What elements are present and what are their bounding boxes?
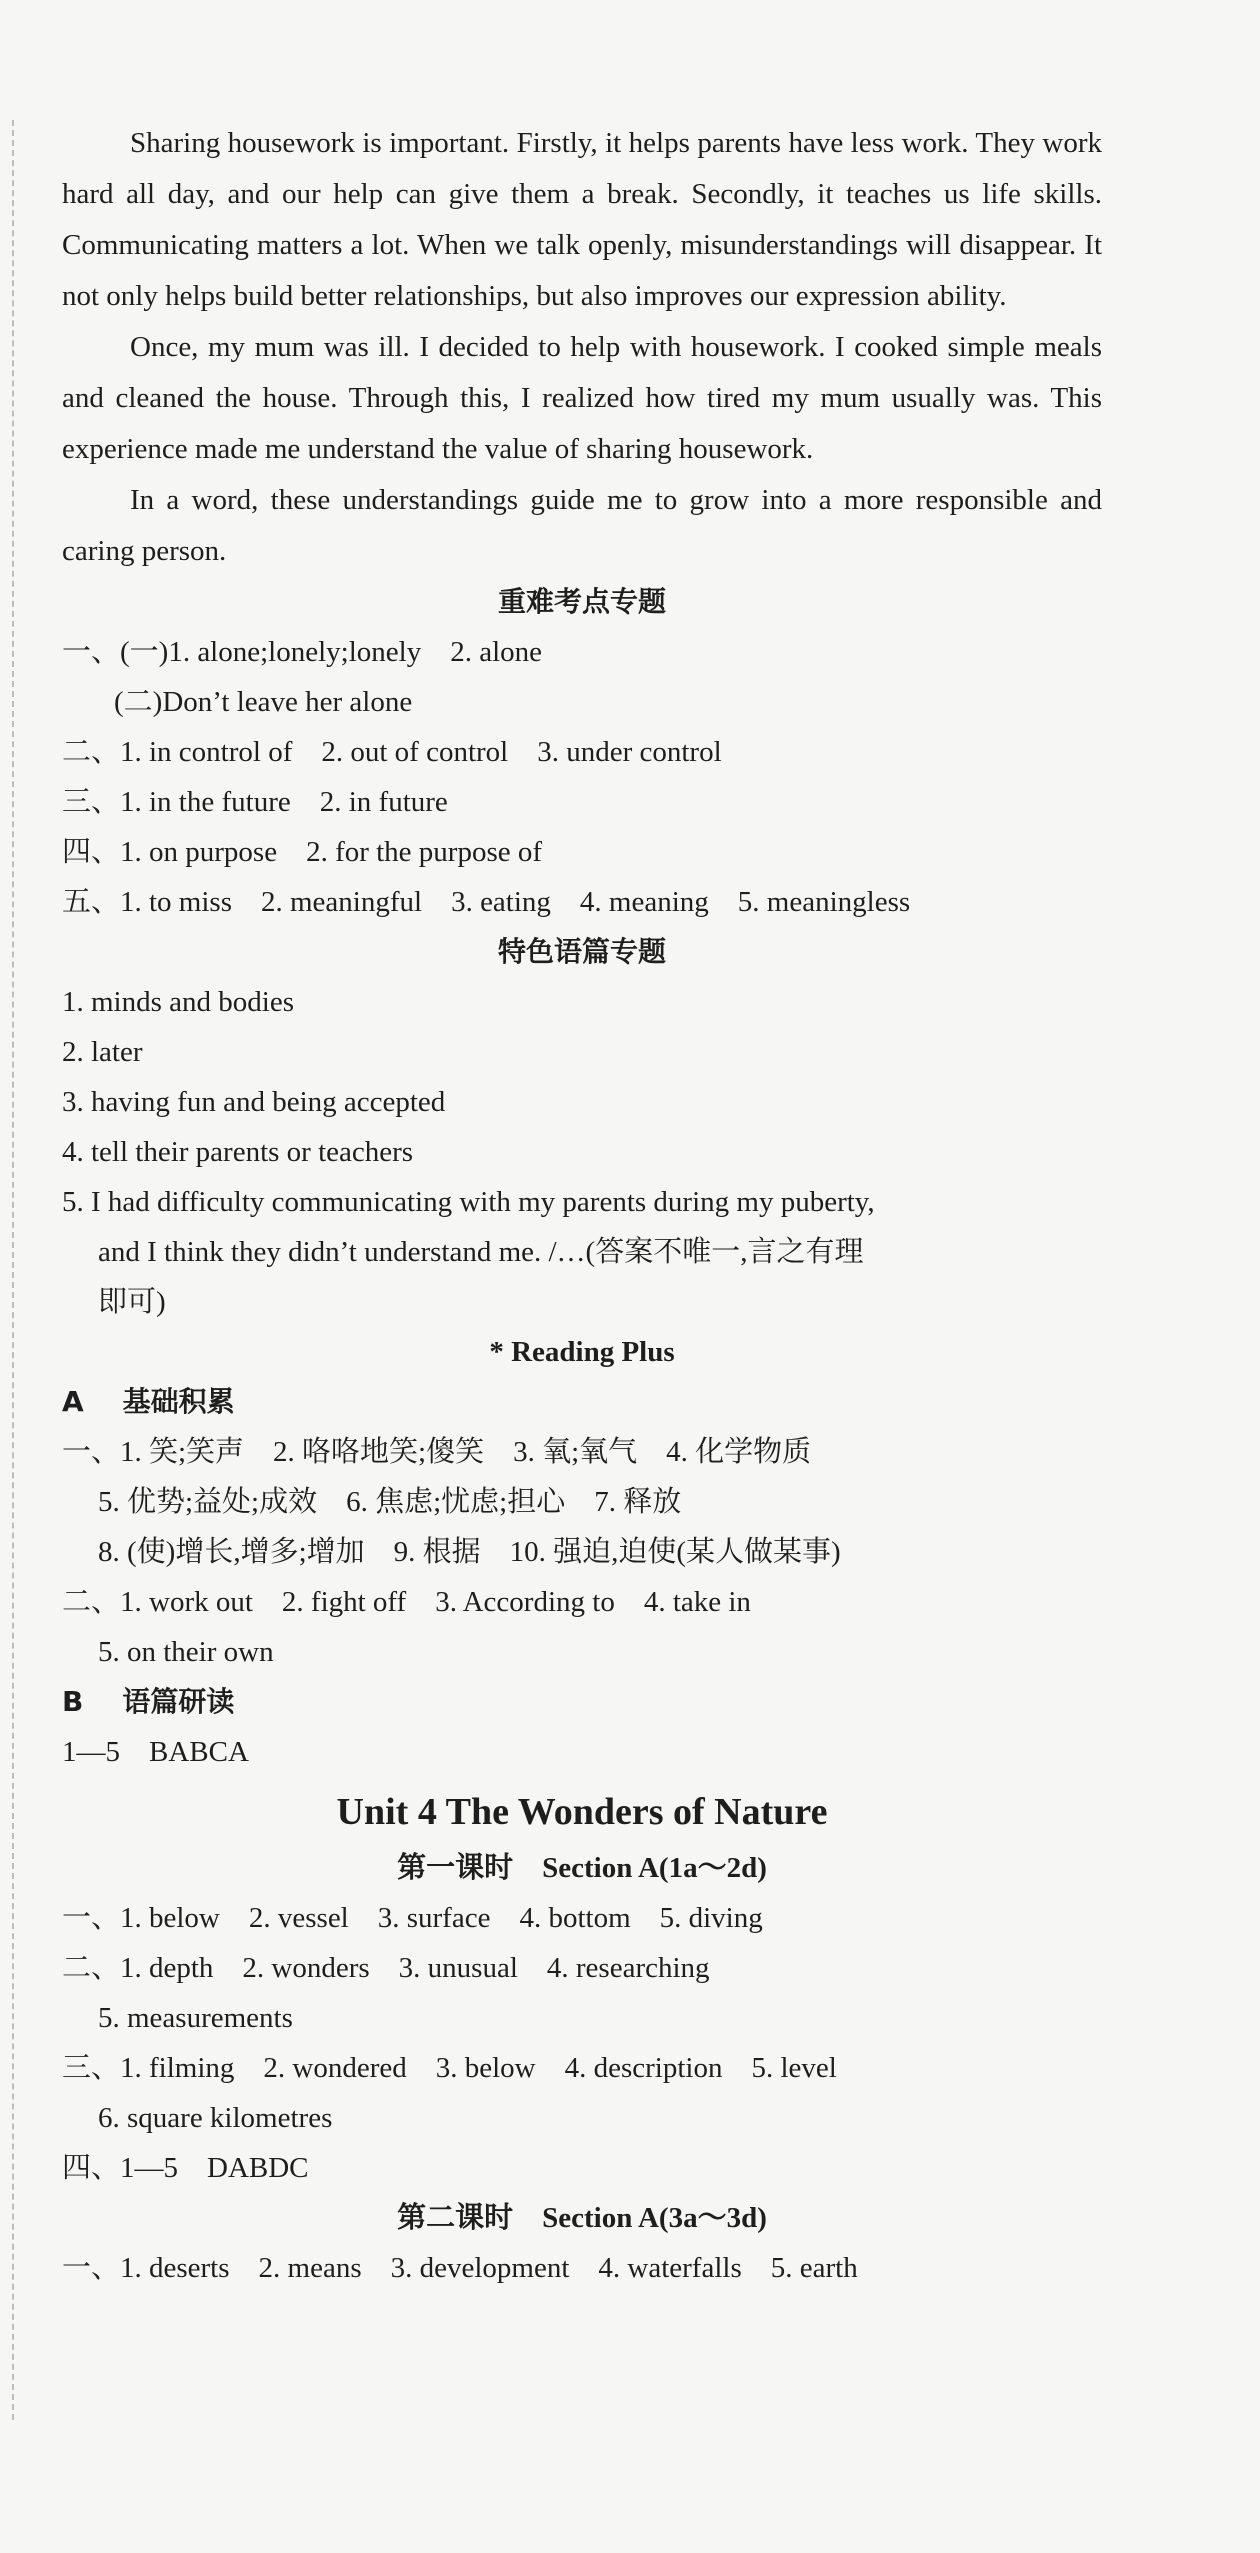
section-b-heading: B 语篇研读	[62, 1685, 235, 1718]
unit-4-title: Unit 4 The Wonders of Nature	[336, 1791, 828, 1833]
lesson-1-line-6: 四、1—5 DABDC	[62, 2152, 309, 2184]
feature-line-3: 3. having fun and being accepted	[62, 1086, 446, 1118]
key-points-line-4: 三、1. in the future 2. in future	[62, 786, 448, 818]
essay-paragraph-1	[62, 118, 1102, 322]
answer-page	[62, 118, 1102, 2293]
section-a-line-4: 二、1. work out 2. fight off 3. According to 4. take in	[62, 1586, 751, 1618]
essay-paragraph-3-text: In a word, these understandings guide me to grow into a more responsible and caring person.	[62, 484, 1102, 567]
lesson-1-line-3: 5. measurements	[98, 2002, 293, 2034]
lesson-2-line-1: 一、1. deserts 2. means 3. development 4. waterfalls 5. earth	[62, 2252, 858, 2284]
feature-line-2: 2. later	[62, 1036, 143, 1068]
lesson-2-heading: 第二课时 Section A(3a～3d)	[397, 2202, 767, 2234]
key-points-line-3: 二、1. in control of 2. out of control 3. under control	[62, 736, 722, 768]
section-a-line-1: 一、1. 笑;笑声 2. 咯咯地笑;傻笑 3. 氧;氧气 4. 化学物质	[62, 1436, 812, 1468]
feature-title: 特色语篇专题	[497, 935, 666, 968]
lesson-1-line-5: 6. square kilometres	[98, 2102, 333, 2134]
feature-line-4: 4. tell their parents or teachers	[62, 1136, 414, 1168]
lesson-1-line-1: 一、1. below 2. vessel 3. surface 4. bottom 5. diving	[62, 1902, 763, 1934]
section-a-heading: A 基础积累	[62, 1385, 235, 1418]
key-points-title: 重难考点专题	[497, 585, 666, 618]
reading-plus-title: * Reading Plus	[489, 1336, 675, 1368]
section-b-answers: 1—5 BABCA	[62, 1736, 249, 1768]
feature-line-1: 1. minds and bodies	[62, 986, 294, 1018]
essay-paragraph-2	[62, 322, 1102, 475]
feature-item5-line-3: 即可)	[98, 1286, 166, 1318]
section-a-line-3: 8. (使)增长,增多;增加 9. 根据 10. 强迫,迫使(某人做某事)	[98, 1536, 841, 1568]
essay-paragraph-3	[62, 475, 1102, 577]
key-points-line-5: 四、1. on purpose 2. for the purpose of	[62, 836, 543, 868]
section-a-line-2: 5. 优势;益处;成效 6. 焦虑;忧虑;担心 7. 释放	[98, 1486, 682, 1518]
lesson-1-line-2: 二、1. depth 2. wonders 3. unusual 4. researching	[62, 1952, 710, 1984]
feature-item5-line-1: 5. I had difficulty communicating with my parents during my puberty,	[62, 1186, 875, 1218]
section-a-line-5: 5. on their own	[98, 1636, 274, 1668]
binding-margin-dashed-line	[12, 120, 14, 2420]
key-points-line-1: 一、(一)1. alone;lonely;lonely 2. alone	[62, 636, 543, 668]
key-points-line-6: 五、1. to miss 2. meaningful 3. eating 4. meaning 5. meaningless	[62, 886, 911, 918]
essay-paragraph-2-text: Once, my mum was ill. I decided to help with housework. I cooked simple meals and cleaned the house. Through this, I realized how tired my mum usually was. This experience made me understand the value of sharing housework.	[62, 331, 1102, 465]
key-points-line-2: (二)Don’t leave her alone	[114, 686, 413, 718]
lesson-1-line-4: 三、1. filming 2. wondered 3. below 4. description 5. level	[62, 2052, 837, 2084]
feature-item5-line-2: and I think they didn’t understand me. /…(答案不唯一,言之有理	[98, 1236, 864, 1268]
lesson-1-heading: 第一课时 Section A(1a～2d)	[397, 1852, 767, 1884]
essay-paragraph-1-text: Sharing housework is important. Firstly, it helps parents have less work. They work hard all day, and our help can give them a break. Secondly, it teaches us life skills. Communicating matters a lot. When we talk openly, misunderstandings will disappear. It not only helps build better relationships, but also improves our expression ability.	[62, 127, 1102, 312]
